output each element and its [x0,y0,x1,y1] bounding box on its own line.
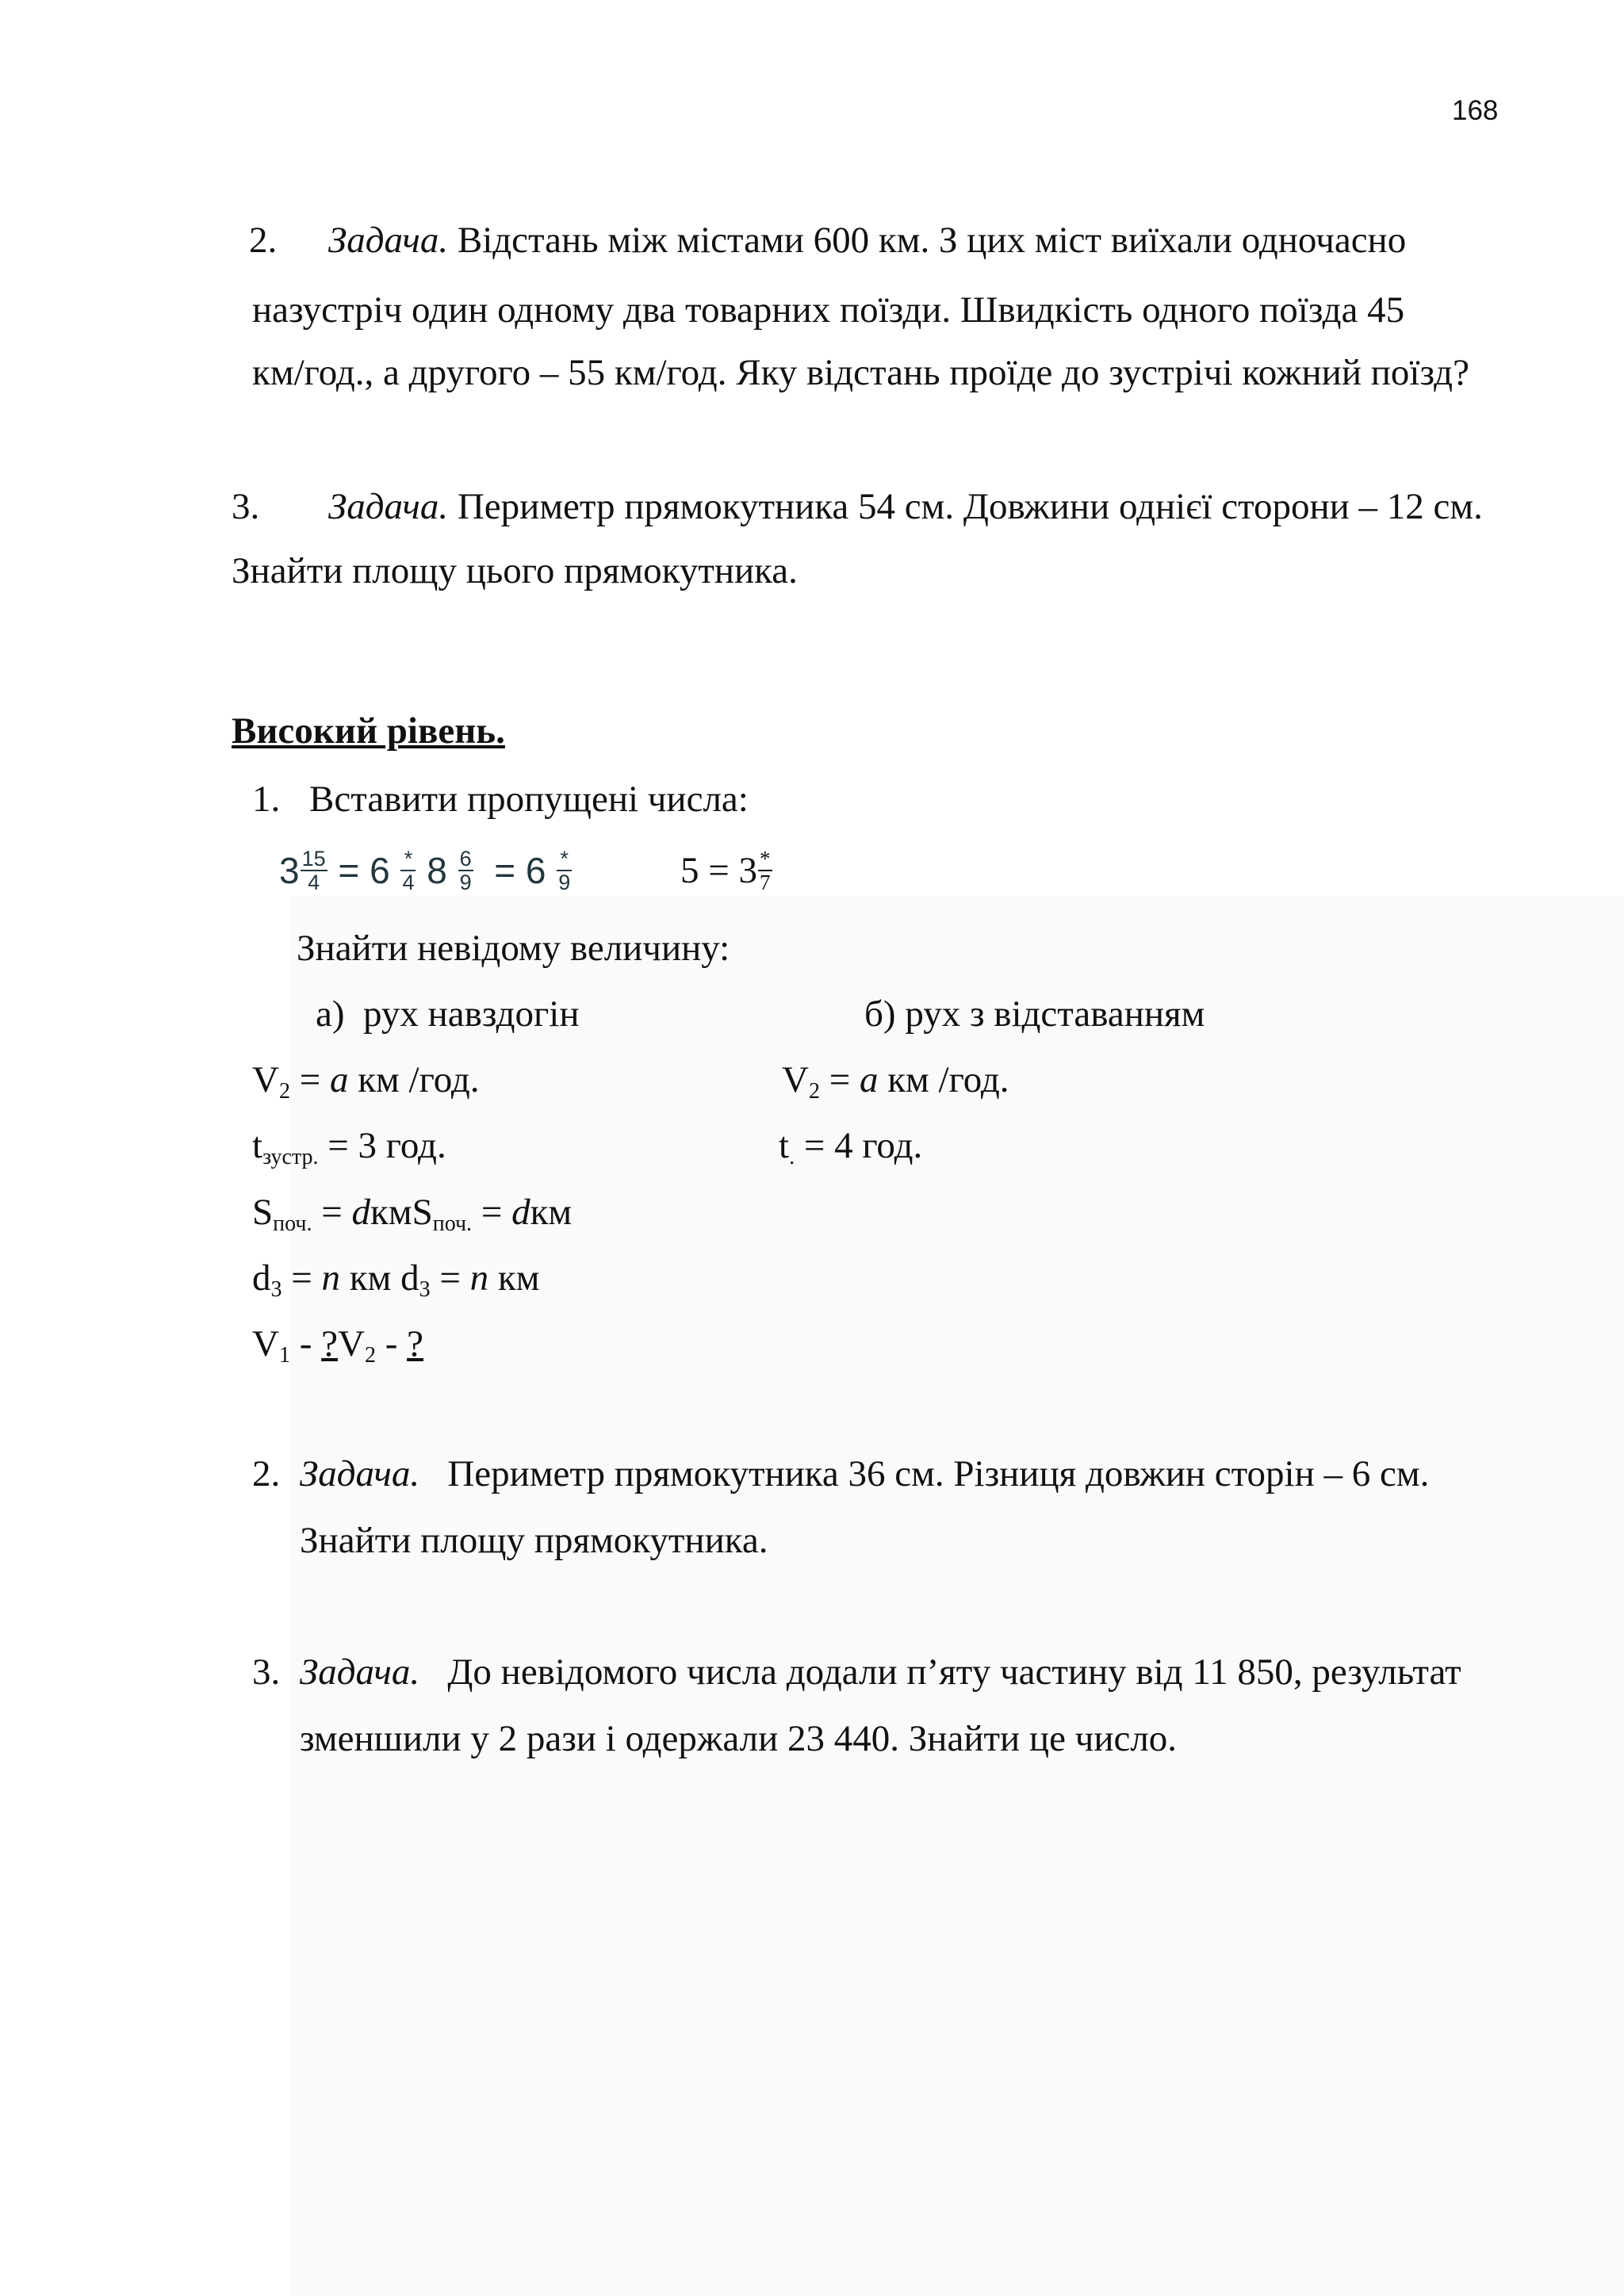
s-row: $S_{поч.}$ = dкмS$_{поч.}$ = dкм [252,1192,573,1236]
item3-line2: зменшили у 2 рази і одержали 23 440. Знайти це число. [300,1718,1178,1759]
t-row-a: $t_{зустр.} = 3$ год. [252,1125,446,1169]
v2-row-b: $V_2 = а$ км /год. [782,1059,1009,1104]
v-row: $V_1$ - $?V_2$ - ? [252,1323,423,1368]
item2-line2: Знайти площу прямокутника. [300,1520,768,1561]
task3-line2: Знайти площу цього прямокутника. [232,550,798,591]
item2-line1 [300,1451,1429,1497]
fraction-star-4: $\frac{*}{4}$ [402,847,415,894]
item1-number: 1. [252,779,281,820]
equals-6b: = 6 [473,850,557,891]
page-number: 168 [1452,95,1499,126]
find-unknown: Знайти невідому величину: [297,928,730,969]
v2-row-a: $V_2 = а$ км /год. [252,1059,480,1104]
item1-text: Вставити пропущені числа: [309,779,749,820]
task3-text1: Периметр прямокутника 54 см. Довжини однієї сторони – 12 см. [448,486,1483,527]
fraction-expression [279,839,573,902]
fraction-star-7: $\frac{*}{7}$ [760,847,771,894]
d-row: $d_3 = n$ км $d_3 = n$ км [252,1257,540,1302]
fraction-star-9: $\frac{*}{9}$ [558,847,571,894]
whole-3: 3 [279,850,300,891]
task2-line1 [328,217,1406,263]
item3-text1: До невідомого числа додали п’яту частину від 11 850, результат [419,1651,1461,1693]
task2-label: Задача. [328,220,449,261]
item3-line1 [300,1649,1461,1695]
item3-label: Задача. [300,1651,420,1693]
item3-number: 3. [252,1651,281,1693]
t-row-b: $t_. = 4$ год. [779,1125,923,1169]
task2-number: 2. [249,220,278,261]
page-shading [290,896,1624,2296]
whole-8: 8 [416,850,458,891]
fraction-15-4: $\frac{15}{4}$ [301,847,326,894]
task3-line1 [328,484,1483,530]
item2-text1: Периметр прямокутника 36 см. Різниця довжин сторін – 6 см. [419,1453,1430,1494]
task2-line2: назустріч один одному два товарних поїзди. Швидкість одного поїзда 45 [252,289,1405,331]
section-heading: Високий рівень. [232,710,505,752]
case-a-heading: а) рух навздогін [316,993,580,1035]
equals-6: = 6 [327,850,400,891]
task3-number: 3. [232,486,260,527]
case-b-heading: б) рух з відставанням [864,993,1205,1035]
expr2-lhs: 5 = 3 [680,850,758,891]
task2-text1: Відстань між містами 600 км. З цих міст виїхали одночасно [448,220,1407,261]
item2-label: Задача. [300,1453,420,1494]
task2-line3: км/год., а другого – 55 км/год. Яку відстань проїде до зустрічі кожний поїзд? [252,352,1469,393]
fraction-6-9: $\frac{6}{9}$ [459,847,472,894]
item2-number: 2. [252,1453,281,1494]
task3-label: Задача. [328,486,449,527]
fraction-expression-2 [680,839,773,902]
